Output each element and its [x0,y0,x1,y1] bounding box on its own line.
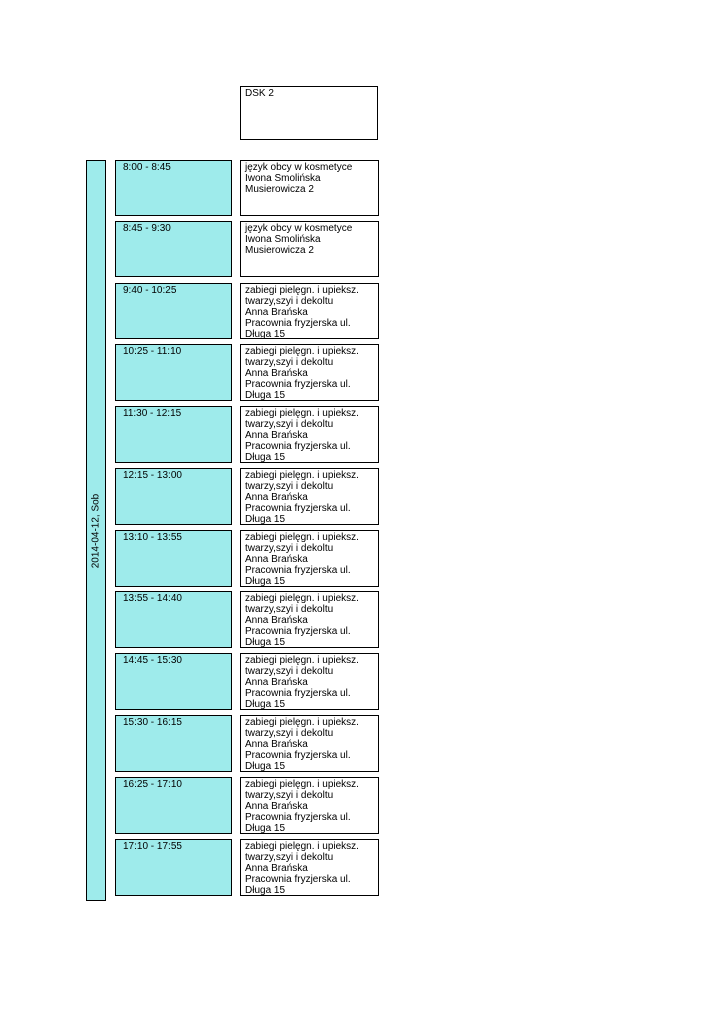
class-entry-line: Pracownia fryzjerska ul. [245,626,351,637]
class-entry [240,221,379,277]
group-name: DSK 2 [245,88,274,99]
class-entry [240,653,379,710]
day-column [86,160,106,901]
time-slot: 13:10 - 13:55 [115,530,232,587]
class-entry-line: Pracownia fryzjerska ul. [245,503,351,514]
class-entry-line: Pracownia fryzjerska ul. [245,565,351,576]
class-entry [240,777,379,834]
class-entry-line: zabiegi pielęgn. i upieksz. [245,779,359,790]
class-entry-line: Anna Brańska [245,615,308,626]
class-entry-line: Pracownia fryzjerska ul. [245,379,351,390]
class-entry-line: twarzy,szyi i dekoltu [245,543,334,554]
class-entry-line: zabiegi pielęgn. i upieksz. [245,841,359,852]
class-entry-line: Pracownia fryzjerska ul. [245,441,351,452]
class-entry-line: Anna Brańska [245,677,308,688]
class-entry-line: Długa 15 [245,576,286,587]
class-entry-line: Długa 15 [245,329,286,340]
class-entry-line: Anna Brańska [245,554,308,565]
class-entry [240,715,379,772]
time-slot: 17:10 - 17:55 [115,839,232,896]
class-entry-line: Długa 15 [245,823,286,834]
class-entry-line: Anna Brańska [245,307,308,318]
class-entry [240,406,379,463]
class-entry-line: Pracownia fryzjerska ul. [245,874,351,885]
class-entry-line: Pracownia fryzjerska ul. [245,318,351,329]
class-entry-line: zabiegi pielęgn. i upieksz. [245,532,359,543]
class-entry [240,283,379,339]
class-entry-line: Długa 15 [245,514,286,525]
class-entry-line: twarzy,szyi i dekoltu [245,852,334,863]
class-entry-line: twarzy,szyi i dekoltu [245,604,334,615]
class-entry-line: Pracownia fryzjerska ul. [245,812,351,823]
time-slot: 8:45 - 9:30 [115,221,232,277]
time-slot: 8:00 - 8:45 [115,160,232,216]
time-slot: 9:40 - 10:25 [115,283,232,339]
class-entry-line: twarzy,szyi i dekoltu [245,666,334,677]
time-slot: 16:25 - 17:10 [115,777,232,834]
class-entry-line: język obcy w kosmetyce [245,223,353,234]
class-entry-line: zabiegi pielęgn. i upieksz. [245,593,359,604]
class-entry-line: Długa 15 [245,452,286,463]
class-entry-line: twarzy,szyi i dekoltu [245,357,334,368]
class-entry-line: Anna Brańska [245,368,308,379]
class-entry [240,839,379,896]
class-entry-line: Pracownia fryzjerska ul. [245,750,351,761]
class-entry-line: Anna Brańska [245,430,308,441]
time-slot: 13:55 - 14:40 [115,591,232,648]
time-slot: 10:25 - 11:10 [115,344,232,401]
class-entry-line: zabiegi pielęgn. i upieksz. [245,655,359,666]
class-entry-line: Długa 15 [245,637,286,648]
day-label: 2014-04-12, Sob [90,493,102,568]
class-entry [240,160,379,216]
class-entry-line: Iwona Smolińska [245,234,321,245]
class-entry [240,344,379,401]
time-slot: 15:30 - 16:15 [115,715,232,772]
class-entry [240,468,379,525]
class-entry-line: zabiegi pielęgn. i upieksz. [245,346,359,357]
time-slot: 12:15 - 13:00 [115,468,232,525]
class-entry-line: twarzy,szyi i dekoltu [245,481,334,492]
class-entry-line: Długa 15 [245,761,286,772]
class-entry-line: Anna Brańska [245,863,308,874]
class-entry-line: twarzy,szyi i dekoltu [245,419,334,430]
class-entry-line: zabiegi pielęgn. i upieksz. [245,285,359,296]
time-slot: 11:30 - 12:15 [115,406,232,463]
class-entry-line: twarzy,szyi i dekoltu [245,728,334,739]
time-slot: 14:45 - 15:30 [115,653,232,710]
class-entry-line: Anna Brańska [245,801,308,812]
class-entry [240,591,379,648]
class-entry-line: Pracownia fryzjerska ul. [245,688,351,699]
class-entry-line: Anna Brańska [245,739,308,750]
class-entry-line: Musierowicza 2 [245,184,314,195]
class-entry-line: Długa 15 [245,885,286,896]
class-entry-line: twarzy,szyi i dekoltu [245,790,334,801]
class-entry-line: zabiegi pielęgn. i upieksz. [245,408,359,419]
class-entry-line: zabiegi pielęgn. i upieksz. [245,470,359,481]
class-entry-line: zabiegi pielęgn. i upieksz. [245,717,359,728]
class-entry-line: Anna Brańska [245,492,308,503]
class-entry-line: Iwona Smolińska [245,173,321,184]
class-entry-line: Musierowicza 2 [245,245,314,256]
class-entry-line: język obcy w kosmetyce [245,162,353,173]
class-entry-line: Długa 15 [245,390,286,401]
class-entry-line: Długa 15 [245,699,286,710]
class-entry-line: twarzy,szyi i dekoltu [245,296,334,307]
group-header [240,86,378,140]
class-entry [240,530,379,587]
